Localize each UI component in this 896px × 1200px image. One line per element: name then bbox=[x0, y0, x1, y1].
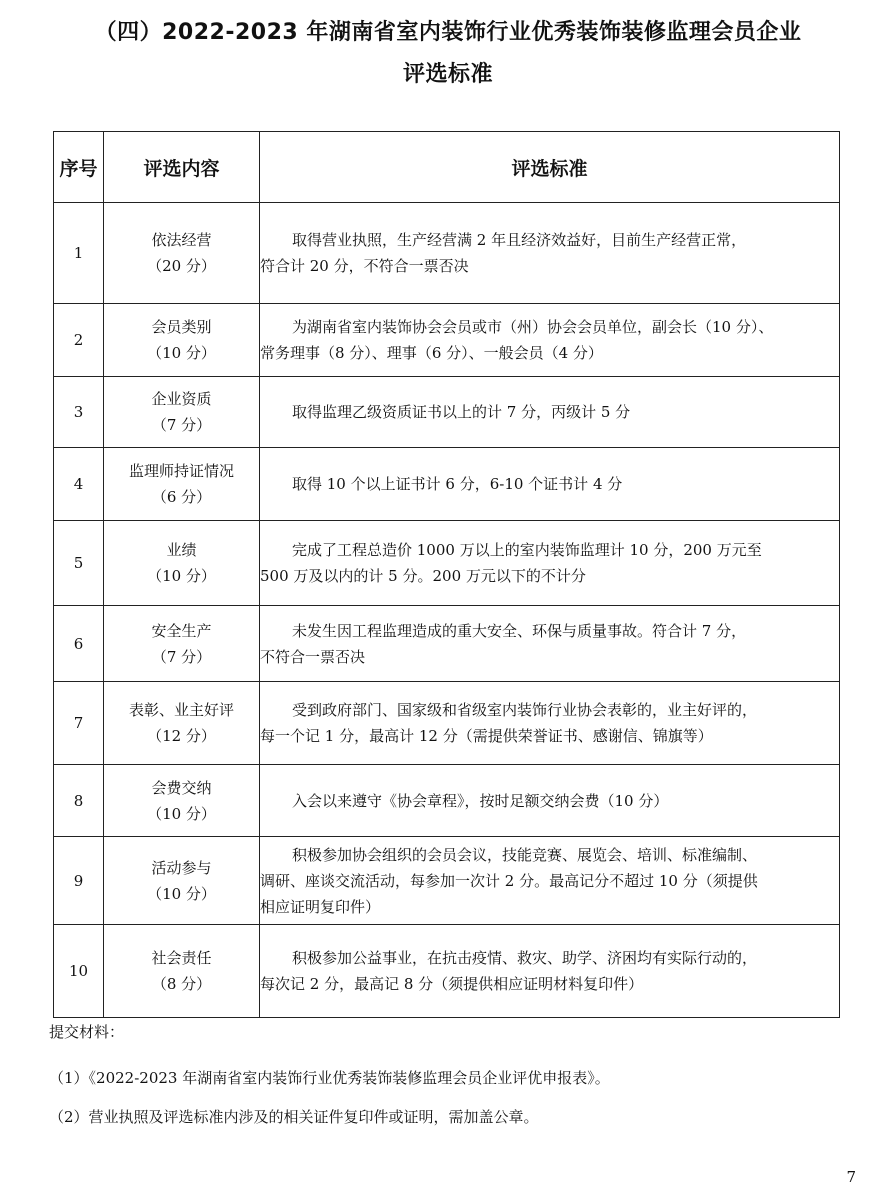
row-item: 会费交纳 bbox=[151, 778, 212, 797]
table-row bbox=[54, 925, 840, 1018]
row-score: （10 分） bbox=[147, 884, 216, 903]
row-item: 企业资质 bbox=[151, 390, 212, 408]
standard-line: 受到政府部门、国家级和省级室内装饰行业协会表彰的，业主好评的， bbox=[292, 701, 758, 719]
standard-line: 500 万及以内的计 5 分。200 万元以下的不计分 bbox=[260, 567, 586, 585]
standard-line: 每次记 2 分，最高记 8 分（须提供相应证明材料复印件） bbox=[260, 975, 644, 993]
table-row bbox=[54, 377, 840, 448]
standard-line: 完成了工程总造价 1000 万以上的室内装饰监理计 10 分，200 万元至 bbox=[292, 541, 762, 559]
standard-line: 积极参加公益事业，在抗击疫情、救灾、助学、济困均有实际行动的， bbox=[292, 949, 758, 967]
materials-item-1: （1）《2022-2023 年湖南省室内装饰行业优秀装饰装修监理会员企业评优申报表》。 bbox=[49, 1069, 610, 1087]
row-score: （10 分） bbox=[147, 344, 216, 362]
table-row bbox=[54, 448, 840, 521]
standard-line: 相应证明复印件） bbox=[260, 897, 381, 916]
row-item: 活动参与 bbox=[151, 858, 212, 877]
table-row bbox=[54, 304, 840, 377]
row-number: 4 bbox=[54, 448, 104, 521]
row-score: （10 分） bbox=[147, 804, 216, 823]
row-number: 7 bbox=[54, 682, 104, 765]
row-score: （20 分） bbox=[147, 257, 216, 275]
standard-line: 不符合一票否决 bbox=[260, 647, 366, 666]
row-number: 1 bbox=[54, 203, 104, 304]
row-number: 2 bbox=[54, 304, 104, 377]
header-item: 评选内容 bbox=[104, 132, 260, 203]
standard-line: 积极参加协会组织的会员会议，技能竞赛、展览会、培训、标准编制、 bbox=[292, 845, 758, 864]
table-row bbox=[54, 837, 840, 925]
row-score: （7 分） bbox=[151, 647, 212, 666]
table-row bbox=[54, 606, 840, 682]
row-number: 9 bbox=[54, 837, 104, 925]
row-item: 表彰、业主好评 bbox=[128, 701, 234, 719]
row-number: 8 bbox=[54, 765, 104, 837]
row-item: 会员类别 bbox=[151, 318, 212, 336]
row-item: 监理师持证情况 bbox=[128, 462, 234, 480]
page-subtitle: 评选标准 bbox=[402, 62, 493, 87]
row-number: 5 bbox=[54, 521, 104, 606]
row-score: （6 分） bbox=[151, 488, 212, 506]
standard-line: 每一个记 1 分，最高计 12 分（需提供荣誉证书、感谢信、锦旗等） bbox=[260, 727, 713, 745]
page-title: （四）2022-2023 年湖南省室内装饰行业优秀装饰装修监理会员企业 bbox=[94, 20, 802, 45]
row-item: 业绩 bbox=[166, 541, 197, 559]
row-item: 依法经营 bbox=[151, 231, 212, 249]
header-standard: 评选标准 bbox=[260, 132, 840, 203]
standard-line: 为湖南省室内装饰协会会员或市（州）协会会员单位，副会长（10 分）、 bbox=[292, 318, 774, 336]
header-number: 序号 bbox=[54, 132, 104, 203]
table-row bbox=[54, 682, 840, 765]
row-score: （7 分） bbox=[151, 416, 212, 434]
row-number: 6 bbox=[54, 606, 104, 682]
materials-heading: 提交材料： bbox=[49, 1023, 125, 1041]
standard-line: 未发生因工程监理造成的重大安全、环保与质量事故。符合计 7 分， bbox=[292, 621, 747, 640]
table-row bbox=[54, 521, 840, 606]
table-row bbox=[54, 203, 840, 304]
criteria-table bbox=[53, 131, 840, 1018]
row-number: 10 bbox=[54, 925, 104, 1018]
row-score: （12 分） bbox=[147, 727, 216, 745]
standard-line: 取得营业执照，生产经营满 2 年且经济效益好，目前生产经营正常， bbox=[292, 231, 747, 249]
standard-line: 入会以来遵守《协会章程》，按时足额交纳会费（10 分） bbox=[292, 791, 669, 810]
row-score: （8 分） bbox=[151, 975, 212, 993]
row-number: 3 bbox=[54, 377, 104, 448]
standard-line: 常务理事（8 分）、理事（6 分）、一般会员（4 分） bbox=[260, 344, 603, 362]
standard-line: 符合计 20 分，不符合一票否决 bbox=[260, 257, 469, 275]
materials-item-2: （2）营业执照及评选标准内涉及的相关证件复印件或证明，需加盖公章。 bbox=[49, 1108, 539, 1126]
standard-line: 调研、座谈交流活动，每参加一次计 2 分。最高记分不超过 10 分（须提供 bbox=[260, 871, 758, 890]
row-score: （10 分） bbox=[147, 567, 216, 585]
standard-line: 取得 10 个以上证书计 6 分，6-10 个证书计 4 分 bbox=[292, 475, 623, 493]
page-number: 7 bbox=[846, 1168, 856, 1186]
row-item: 安全生产 bbox=[151, 621, 212, 640]
table-row bbox=[54, 765, 840, 837]
standard-line: 取得监理乙级资质证书以上的计 7 分，丙级计 5 分 bbox=[292, 403, 631, 421]
row-item: 社会责任 bbox=[151, 949, 212, 967]
